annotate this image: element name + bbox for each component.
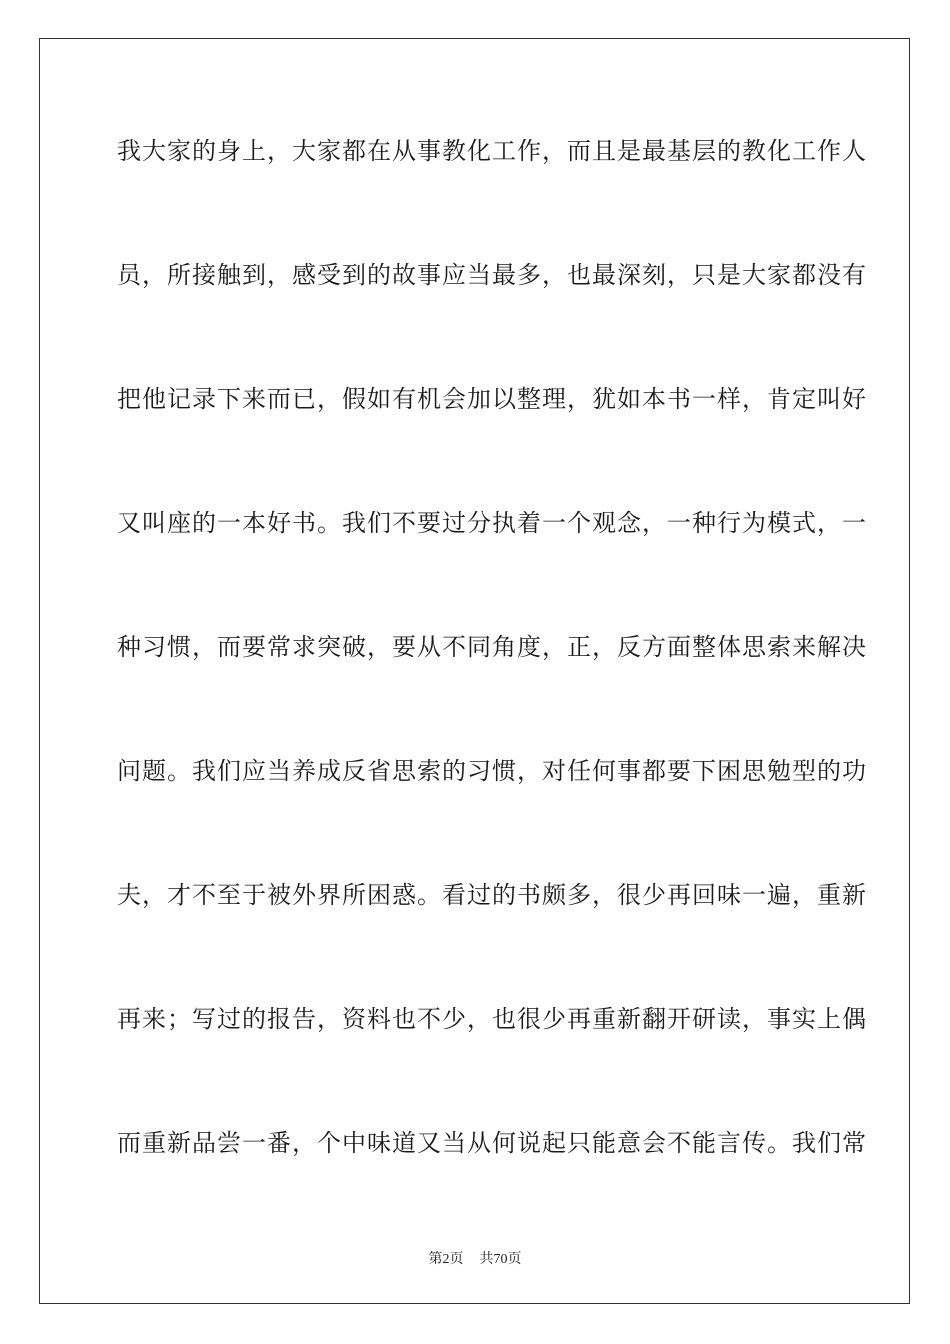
text-line: 我大家的身上，大家都在从事教化工作，而且是最基层的教化工作人: [117, 137, 867, 165]
text-line: 再来；写过的报告，资料也不少，也很少再重新翻开研读，事实上偶: [117, 1005, 867, 1033]
text-line: 而重新品尝一番，个中味道又当从何说起只能意会不能言传。我们常: [117, 1129, 867, 1157]
text-line: 又叫座的一本好书。我们不要过分执着一个观念，一种行为模式，一: [117, 509, 867, 537]
text-line: 问题。我们应当养成反省思索的习惯，对任何事都要下困思勉型的功: [117, 757, 867, 785]
text-line: 夫，才不至于被外界所困惑。看过的书颇多，很少再回味一遍，重新: [117, 881, 867, 909]
text-line: 员，所接触到，感受到的故事应当最多，也最深刻，只是大家都没有: [117, 261, 867, 289]
document-body: [117, 124, 867, 1240]
page-footer: [0, 1248, 950, 1268]
page-total: 共70页: [479, 1252, 522, 1267]
text-line: 把他记录下来而已，假如有机会加以整理，犹如本书一样，肯定叫好: [117, 385, 867, 413]
text-line: 种习惯，而要常求突破，要从不同角度，正，反方面整体思索来解决: [117, 633, 867, 661]
page-number: 第2页: [428, 1252, 464, 1267]
